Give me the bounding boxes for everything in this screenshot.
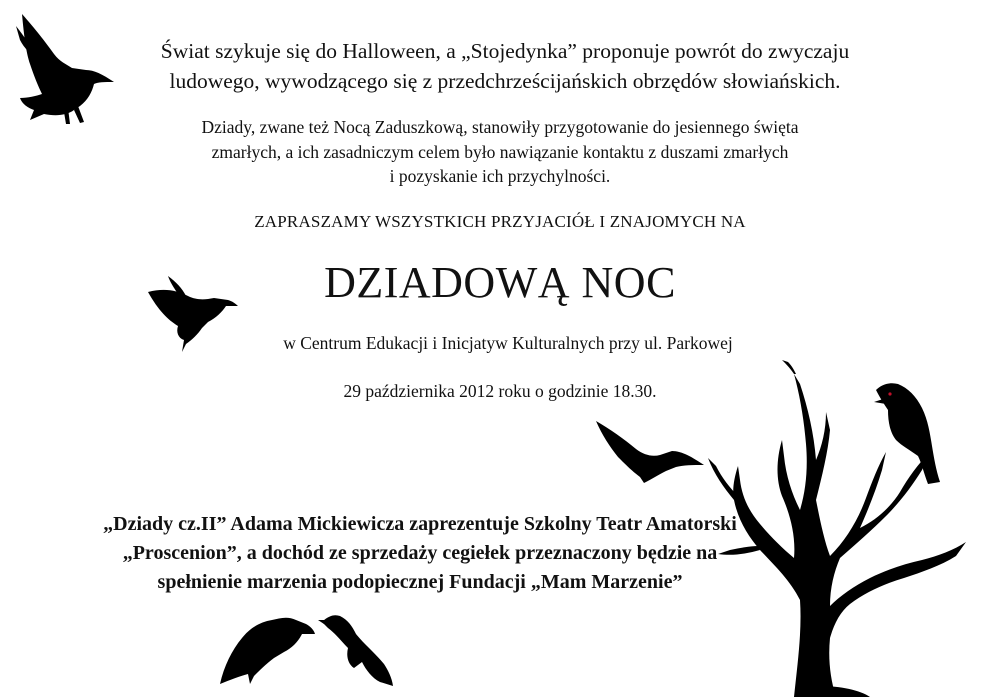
event-title: DZIADOWĄ NOC bbox=[324, 258, 676, 307]
description-line-2: zmarłych, a ich zasadniczym celem było nawiązanie kontaktu z duszami zmarłych bbox=[211, 141, 789, 162]
description-line-1: Dziady, zwane też Nocą Zaduszkową, stanowiły przygotowanie do jesiennego święta bbox=[201, 117, 799, 137]
performance-line-2: „Proscenion”, a dochód ze sprzedaży cegiełek przeznaczony będzie na bbox=[122, 542, 718, 564]
crow-icon bbox=[220, 614, 315, 684]
description-line-3: i pozyskanie ich przychylności. bbox=[389, 166, 611, 186]
invitation-line: ZAPRASZAMY WSZYSTKICH PRZYJACIÓŁ I ZNAJOMYCH NA bbox=[254, 212, 746, 231]
crow-icon bbox=[148, 276, 238, 352]
date-line: 29 października 2012 roku o godzinie 18.30. bbox=[343, 381, 657, 401]
crow-icon bbox=[318, 612, 393, 686]
venue-line: w Centrum Edukacji i Inicjatyw Kulturalnych przy ul. Parkowej bbox=[283, 333, 733, 353]
crow-icon bbox=[14, 12, 119, 124]
intro-line-1: Świat szykuje się do Halloween, a „Stojedynka” proponuje powrót do zwyczaju bbox=[160, 39, 850, 63]
performance-line-1: „Dziady cz.II” Adama Mickiewicza zaprezentuje Szkolny Teatr Amatorski bbox=[103, 513, 737, 535]
dead-tree-icon bbox=[690, 360, 970, 697]
description-paragraph bbox=[120, 115, 880, 189]
performance-line-3: spełnienie marzenia podopiecznej Fundacji „Mam Marzenie” bbox=[157, 571, 683, 593]
crow-icon bbox=[596, 421, 704, 483]
intro-paragraph bbox=[95, 36, 915, 96]
intro-line-2: ludowego, wywodzącego się z przedchrześcijańskich obrzędów słowiańskich. bbox=[169, 69, 841, 93]
